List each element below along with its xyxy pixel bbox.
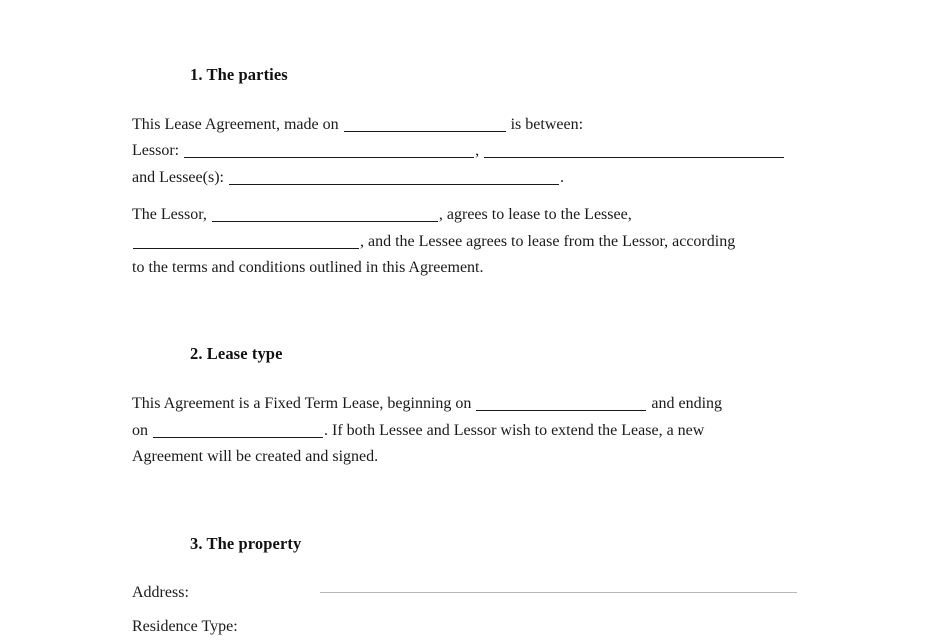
document-body [132,0,802,640]
address-input-rule[interactable] [320,592,797,593]
section-heading-property: 3. The property [190,533,302,553]
lease-type-part-5: Agreement will be created and signed. [132,448,379,466]
agreement-part-1: The Lessor, [132,206,207,224]
paragraph-parties-agreement [132,202,802,281]
blank-lease-start-date[interactable] [476,397,646,411]
spacer [132,555,802,580]
paragraph-parties-intro [132,112,802,191]
section-heading-lease-type: 2. Lease type [190,344,283,364]
lessor-separator: , [475,142,480,160]
parties-line1-prefix: This Lease Agreement, made on [132,116,339,133]
parties-line1-suffix: is between: [510,116,584,133]
spacer [132,471,802,533]
residence-type-label: Residence Type: [132,618,238,636]
spacer [132,365,802,391]
blank-lease-end-date[interactable] [153,424,323,438]
blank-agreement-date[interactable] [344,118,506,132]
spacer [132,281,802,343]
address-label: Address: [132,583,189,601]
paragraph-lease-type [132,391,802,470]
agreement-part-4: to the terms and conditions outlined in this Agreement. [132,259,484,277]
agreement-part-3: , and the Lessee agrees to lease from the Lessor, according [360,232,736,250]
blank-lessor-full-name[interactable] [212,208,438,222]
lease-type-part-1: This Agreement is a Fixed Term Lease, beginning on [132,395,472,413]
lease-type-part-3: on [132,421,148,439]
lease-type-part-2: and ending [651,395,723,413]
top-margin-spacer [132,0,802,64]
blank-lessee-names[interactable] [229,171,559,185]
spacer [132,86,802,112]
blank-lessor-name-2[interactable] [484,144,784,158]
field-row-residence-type [132,614,802,640]
lease-type-part-4: . If both Lessee and Lessor wish to extend the Lease, a new [324,421,705,439]
section-heading-parties: 1. The parties [190,65,288,84]
field-row-address [132,580,802,606]
blank-lessor-name-1[interactable] [184,144,474,158]
blank-lessee-full-name[interactable] [133,235,359,249]
agreement-part-2: , agrees to lease to the Lessee, [438,206,632,224]
lessee-label: and Lessee(s): [132,168,224,186]
lessee-terminator: . [559,168,564,186]
spacer [132,191,802,202]
spacer [132,606,802,614]
lessor-label: Lessor: [132,142,180,160]
